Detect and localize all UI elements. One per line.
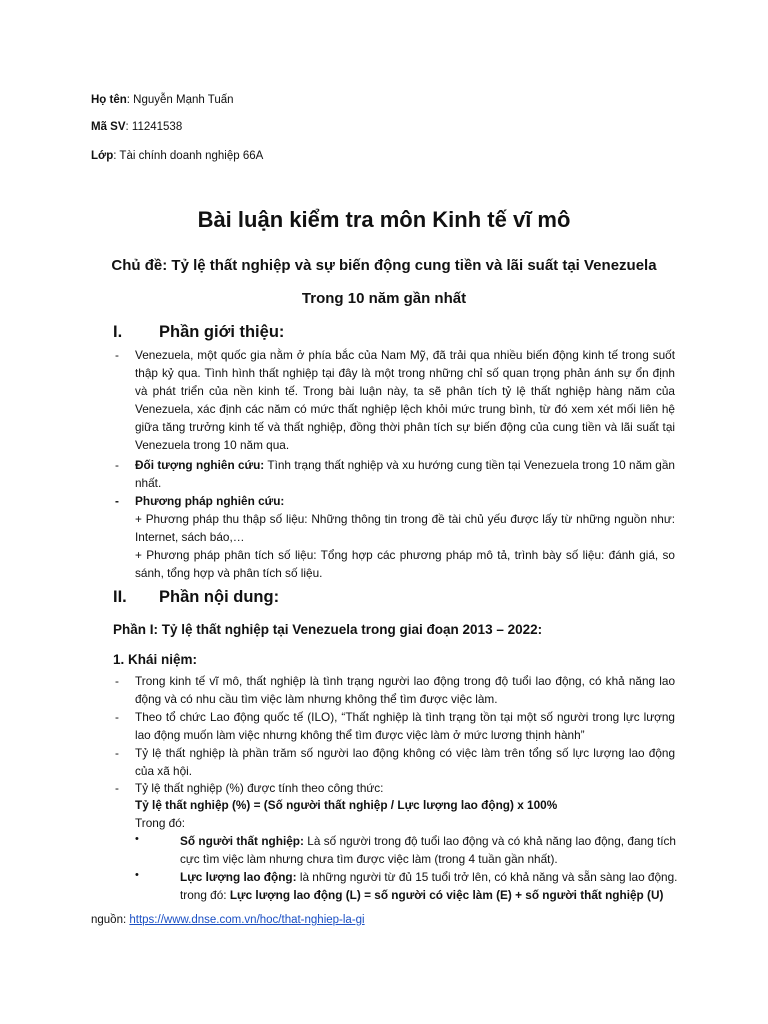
source-link[interactable]: https://www.dnse.com.vn/hoc/that-nghiep-la-gi <box>129 914 365 926</box>
subtitle-period: Trong 10 năm gần nhất <box>301 290 467 307</box>
research-object: - Đối tượng nghiên cứu: Tình trạng thất nghiệp và xu hướng cung tiền tại Venezuela trong 10 năm gần nhất. <box>115 458 675 490</box>
research-method: - Phương pháp nghiên cứu: + Phương pháp thu thập số liệu: Những thông tin trong đề tài chủ yếu được lấy từ những nguồn như: Internet, sách báo,… + Phương pháp phân tích số liệu: Tổng hợp các phương pháp mô tả, trình bày số liệu: đánh giá, so sánh, tổng hợp và phân tích số liệu. <box>115 494 675 580</box>
definition-labor-text: là những người từ đủ 15 tuổi trở lên, có khả năng và sẵn sàng lao động. <box>296 870 678 884</box>
where-label: Trong đó: <box>135 816 186 830</box>
page-title: Bài luận kiểm tra môn Kinh tế vĩ mô <box>197 207 571 232</box>
research-object-text: Tình trạng thất nghiệp và xu hướng cung tiền tại Venezuela trong 10 năm gần nhất. <box>135 458 675 490</box>
section-2-heading <box>113 588 279 607</box>
name-label: Họ tên <box>91 94 127 106</box>
class-value: : Tài chính doanh nghiệp 66A <box>113 150 264 162</box>
id-value: : 11241538 <box>125 121 183 133</box>
section-1-title: Phần giới thiệu: <box>159 323 285 341</box>
student-name <box>91 94 234 106</box>
student-id <box>91 121 182 133</box>
concept-bullet-4: - Tỷ lệ thất nghiệp (%) được tính theo công thức: <box>115 781 384 795</box>
labor-where: trong đó: <box>180 888 230 902</box>
intro-paragraph: - Venezuela, một quốc gia nằm ở phía bắc của Nam Mỹ, đã trải qua nhiều biến động kinh tế trong suốt thập kỷ qua. Tình hình thất nghiệp tại đây là một trong những chỉ số quan trọng phản ánh sự ổn định và phát triển của nền kinh tế. Trong bài luận này, ta sẽ phân tích tỷ lệ thất nghiệp hàng năm của Venezuela, xác định các năm có mức thất nghiệp lệch khỏi mức trung bình, từ đó xem xét mối liên hệ giữa tăng trưởng kinh tế và thất nghiệp, đồng thời phân tích sự biến động của cung tiền và lãi suất tại Venezuela trong 10 năm qua. <box>115 348 675 452</box>
method-collect: + Phương pháp thu thập số liệu: Những thông tin trong đề tài chủ yếu được lấy từ những nguồn như: Internet, sách báo,… <box>135 512 675 544</box>
subtitle-topic: Chủ đề: Tỷ lệ thất nghiệp và sự biến động cung tiền và lãi suất tại Venezuela <box>111 257 657 274</box>
definition-labor-label: Lực lượng lao động: <box>180 870 297 884</box>
research-object-label: Đối tượng nghiên cứu: <box>135 458 265 472</box>
definition-unemployed-text: Là số người trong độ tuổi lao động và có khả năng lao động, đang tích cực tìm việc làm nhưng chưa tìm được việc làm (trong 4 tuần gần nhất). <box>180 834 676 866</box>
name-value: : Nguyễn Mạnh Tuấn <box>126 94 234 106</box>
concept-bullet-1: - Trong kinh tế vĩ mô, thất nghiệp là tình trạng người lao động trong độ tuổi lao động, có khả năng lao động và có nhu cầu tìm việc làm nhưng không thể tìm được việc làm. <box>115 674 675 706</box>
concept-bullet-2: - Theo tổ chức Lao động quốc tế (ILO), “Thất nghiệp là tình trạng tồn tại một số người trong lực lượng lao động muốn làm việc nhưng không thể tìm được việc làm ở mức lương thịnh hành” <box>115 710 675 742</box>
research-method-label: Phương pháp nghiên cứu: <box>135 494 285 508</box>
concept-bullet-3: - Tỷ lệ thất nghiệp là phần trăm số người lao động không có việc làm trên tổng số lực lượng lao động của xã hội. <box>115 746 675 778</box>
student-class <box>91 150 263 162</box>
definition-labor-force <box>180 868 680 904</box>
section-2-number: II. <box>113 588 127 606</box>
section-2-title: Phần nội dung: <box>159 588 280 606</box>
id-label: Mã SV <box>91 121 126 133</box>
labor-formula: Lực lượng lao động (L) = số người có việc làm (E) + số người thất nghiệp (U) <box>229 888 664 902</box>
formula: Tỷ lệ thất nghiệp (%) = (Số người thất nghiệp / Lực lượng lao động) x 100% <box>135 798 558 812</box>
class-label: Lớp <box>91 150 114 162</box>
method-analyze: + Phương pháp phân tích số liệu: Tổng hợp các phương pháp mô tả, trình bày số liệu: đánh giá, so sánh, tổng hợp và phân tích số liệu. <box>135 548 675 580</box>
source-label: nguồn: <box>91 914 130 926</box>
definition-unemployed-label: Số người thất nghiệp: <box>180 834 304 848</box>
intro-text: Venezuela, một quốc gia nằm ở phía bắc của Nam Mỹ, đã trải qua nhiều biến động kinh tế trong suốt thập kỷ qua. Tình hình thất nghiệp tại đây là một trong những chỉ số quan trọng phản ánh sự ổn định và phát triển của nền kinh tế. Trong bài luận này, ta sẽ phân tích tỷ lệ thất nghiệp hàng năm của Venezuela, xác định các năm có mức thất nghiệp lệch khỏi mức trung bình, từ đó xem xét mối liên hệ giữa tăng trưởng kinh tế và thất nghiệp, đồng thời phân tích sự biến động của cung tiền và lãi suất tại Venezuela trong 10 năm qua. <box>135 348 675 452</box>
definition-unemployed <box>180 832 676 868</box>
source-line <box>91 914 365 926</box>
section-1-heading <box>113 323 284 342</box>
section-1-number: I. <box>113 323 123 341</box>
concept-heading: 1. Khái niệm: <box>113 652 198 667</box>
bullet-dot: • <box>135 833 139 845</box>
bullet-dot: • <box>135 869 139 881</box>
part-1-heading: Phần I: Tỷ lệ thất nghiệp tại Venezuela trong giai đoạn 2013 – 2022: <box>113 622 543 637</box>
